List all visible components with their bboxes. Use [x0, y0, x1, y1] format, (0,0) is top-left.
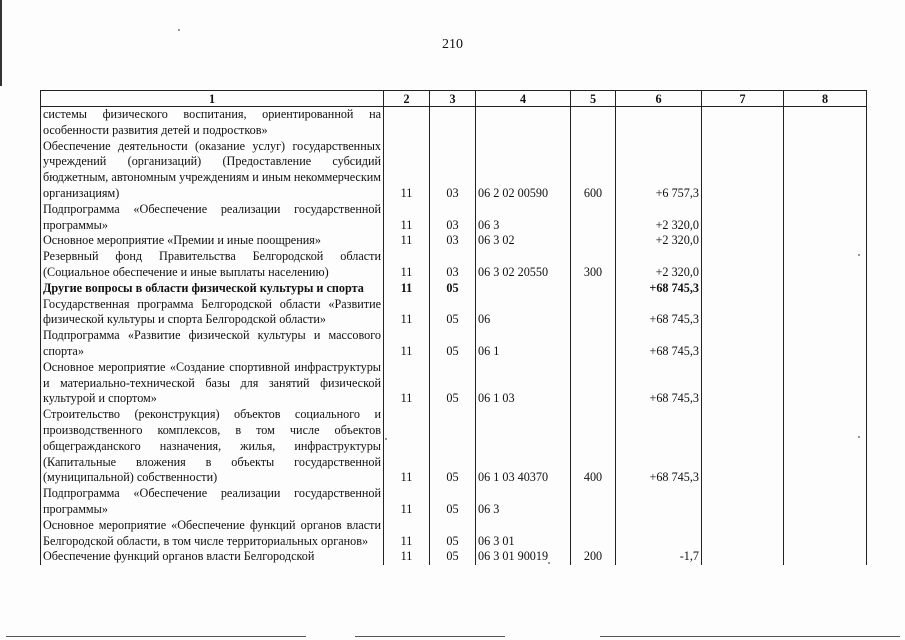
- row-description: Подпрограмма «Обеспечение реализации государственной программы»: [41, 486, 384, 518]
- table-row: [41, 518, 867, 550]
- table-row: [41, 328, 867, 360]
- row-subsection: 05: [430, 360, 476, 407]
- row-expense-type: [571, 107, 616, 139]
- row-section: 11: [384, 249, 430, 281]
- table-row: [41, 407, 867, 486]
- row-section: 11: [384, 233, 430, 249]
- row-subsection: 03: [430, 249, 476, 281]
- row-target-code: 06 1: [476, 328, 571, 360]
- row-target-code: 06 3 01 90019: [476, 549, 571, 565]
- row-col7: [702, 297, 784, 329]
- row-col8: [784, 202, 867, 234]
- row-section: 11: [384, 407, 430, 486]
- row-subsection: 03: [430, 233, 476, 249]
- col-header-5: 5: [571, 91, 616, 107]
- row-expense-type: [571, 281, 616, 297]
- row-target-code: [476, 107, 571, 139]
- row-col8: [784, 549, 867, 565]
- row-section: 11: [384, 549, 430, 565]
- row-amount: [616, 486, 702, 518]
- row-target-code: 06 3: [476, 486, 571, 518]
- row-col8: [784, 328, 867, 360]
- row-col7: [702, 518, 784, 550]
- row-section: 11: [384, 297, 430, 329]
- row-section: 11: [384, 518, 430, 550]
- row-amount: +2 320,0: [616, 249, 702, 281]
- row-col8: [784, 486, 867, 518]
- row-description: Резервный фонд Правительства Белгородской области (Социальное обеспечение и иные выплаты населению): [41, 249, 384, 281]
- row-amount: +68 745,3: [616, 297, 702, 329]
- row-section: 11: [384, 202, 430, 234]
- row-col8: [784, 249, 867, 281]
- row-target-code: 06 2 02 00590: [476, 139, 571, 202]
- row-section: 11: [384, 139, 430, 202]
- row-col8: [784, 107, 867, 139]
- row-expense-type: 400: [571, 407, 616, 486]
- row-section: 11: [384, 486, 430, 518]
- row-description: Основное мероприятие «Создание спортивной инфраструктуры и материально-технической базы для занятий физической культурой и спортом»: [41, 360, 384, 407]
- table-row: [41, 202, 867, 234]
- row-section: [384, 107, 430, 139]
- footer-rule: [600, 636, 900, 637]
- row-description: Подпрограмма «Развитие физической культуры и массового спорта»: [41, 328, 384, 360]
- row-section: 11: [384, 281, 430, 297]
- row-expense-type: [571, 297, 616, 329]
- row-expense-type: [571, 360, 616, 407]
- row-expense-type: [571, 202, 616, 234]
- row-col7: [702, 202, 784, 234]
- footer-rule: [6, 636, 306, 637]
- row-amount: +68 745,3: [616, 281, 702, 297]
- row-description: Обеспечение деятельности (оказание услуг) государственных учреждений (организаций) (Предоставление субсидий бюджетным, автономным учреждениям и иным некоммерческим организациям): [41, 139, 384, 202]
- row-expense-type: 200: [571, 549, 616, 565]
- row-col7: [702, 549, 784, 565]
- row-col8: [784, 518, 867, 550]
- row-amount: +68 745,3: [616, 328, 702, 360]
- table-row: [41, 486, 867, 518]
- row-col8: [784, 139, 867, 202]
- row-col8: [784, 407, 867, 486]
- row-subsection: 05: [430, 297, 476, 329]
- row-target-code: 06 1 03: [476, 360, 571, 407]
- row-description: Государственная программа Белгородской области «Развитие физической культуры и спорта Белгородской области»: [41, 297, 384, 329]
- table-row: [41, 549, 867, 565]
- row-subsection: 05: [430, 328, 476, 360]
- row-expense-type: 300: [571, 249, 616, 281]
- row-subsection: 03: [430, 202, 476, 234]
- row-target-code: 06 3 02 20550: [476, 249, 571, 281]
- row-subsection: [430, 107, 476, 139]
- row-subsection: 05: [430, 518, 476, 550]
- row-section: 11: [384, 328, 430, 360]
- row-col7: [702, 249, 784, 281]
- row-subsection: 05: [430, 486, 476, 518]
- row-description: Подпрограмма «Обеспечение реализации государственной программы»: [41, 202, 384, 234]
- row-target-code: 06: [476, 297, 571, 329]
- row-amount: +68 745,3: [616, 407, 702, 486]
- row-expense-type: [571, 233, 616, 249]
- row-expense-type: 600: [571, 139, 616, 202]
- row-col7: [702, 360, 784, 407]
- budget-table: [40, 90, 867, 565]
- row-description: Основное мероприятие «Премии и иные поощрения»: [41, 233, 384, 249]
- row-amount: +2 320,0: [616, 233, 702, 249]
- row-amount: [616, 518, 702, 550]
- footer-rule: [355, 636, 505, 637]
- row-col7: [702, 107, 784, 139]
- row-amount: [616, 107, 702, 139]
- table-row: [41, 107, 867, 139]
- row-col8: [784, 360, 867, 407]
- table-row: [41, 249, 867, 281]
- row-target-code: 06 3 02: [476, 233, 571, 249]
- row-expense-type: [571, 486, 616, 518]
- row-subsection: 05: [430, 407, 476, 486]
- row-target-code: 06 1 03 40370: [476, 407, 571, 486]
- row-col7: [702, 407, 784, 486]
- row-col8: [784, 297, 867, 329]
- page-number: 210: [442, 37, 463, 52]
- row-col7: [702, 233, 784, 249]
- table-row: [41, 360, 867, 407]
- row-expense-type: [571, 518, 616, 550]
- row-col8: [784, 281, 867, 297]
- row-description: Другие вопросы в области физической культуры и спорта: [41, 281, 384, 297]
- row-expense-type: [571, 328, 616, 360]
- col-header-6: 6: [616, 91, 702, 107]
- row-target-code: 06 3: [476, 202, 571, 234]
- row-amount: -1,7: [616, 549, 702, 565]
- scan-speck: [178, 29, 180, 31]
- row-description: Основное мероприятие «Обеспечение функций органов власти Белгородской области, в том числе территориальных органов»: [41, 518, 384, 550]
- row-col7: [702, 486, 784, 518]
- row-subsection: 03: [430, 139, 476, 202]
- row-target-code: 06 3 01: [476, 518, 571, 550]
- col-header-4: 4: [476, 91, 571, 107]
- table-row: [41, 297, 867, 329]
- table-row: [41, 233, 867, 249]
- row-col7: [702, 328, 784, 360]
- col-header-7: 7: [702, 91, 784, 107]
- row-amount: +6 757,3: [616, 139, 702, 202]
- col-header-2: 2: [384, 91, 430, 107]
- table-header-row: [41, 91, 867, 107]
- row-description: системы физического воспитания, ориентированной на особенности развития детей и подростков»: [41, 107, 384, 139]
- row-amount: +2 320,0: [616, 202, 702, 234]
- row-subsection: 05: [430, 549, 476, 565]
- table-row: [41, 281, 867, 297]
- row-target-code: [476, 281, 571, 297]
- row-col8: [784, 233, 867, 249]
- row-section: 11: [384, 360, 430, 407]
- row-description: Обеспечение функций органов власти Белгородской: [41, 549, 384, 565]
- col-header-8: 8: [784, 91, 867, 107]
- row-description: Строительство (реконструкция) объектов социального и производственного комплексов, в том числе объектов общегражданского назначения, жилья, инфраструктуры (Капитальные вложения в объекты государственной (муниципальной) собственности): [41, 407, 384, 486]
- col-header-3: 3: [430, 91, 476, 107]
- row-col7: [702, 139, 784, 202]
- table-row: [41, 139, 867, 202]
- col-header-1: 1: [41, 91, 384, 107]
- row-col7: [702, 281, 784, 297]
- row-amount: +68 745,3: [616, 360, 702, 407]
- row-subsection: 05: [430, 281, 476, 297]
